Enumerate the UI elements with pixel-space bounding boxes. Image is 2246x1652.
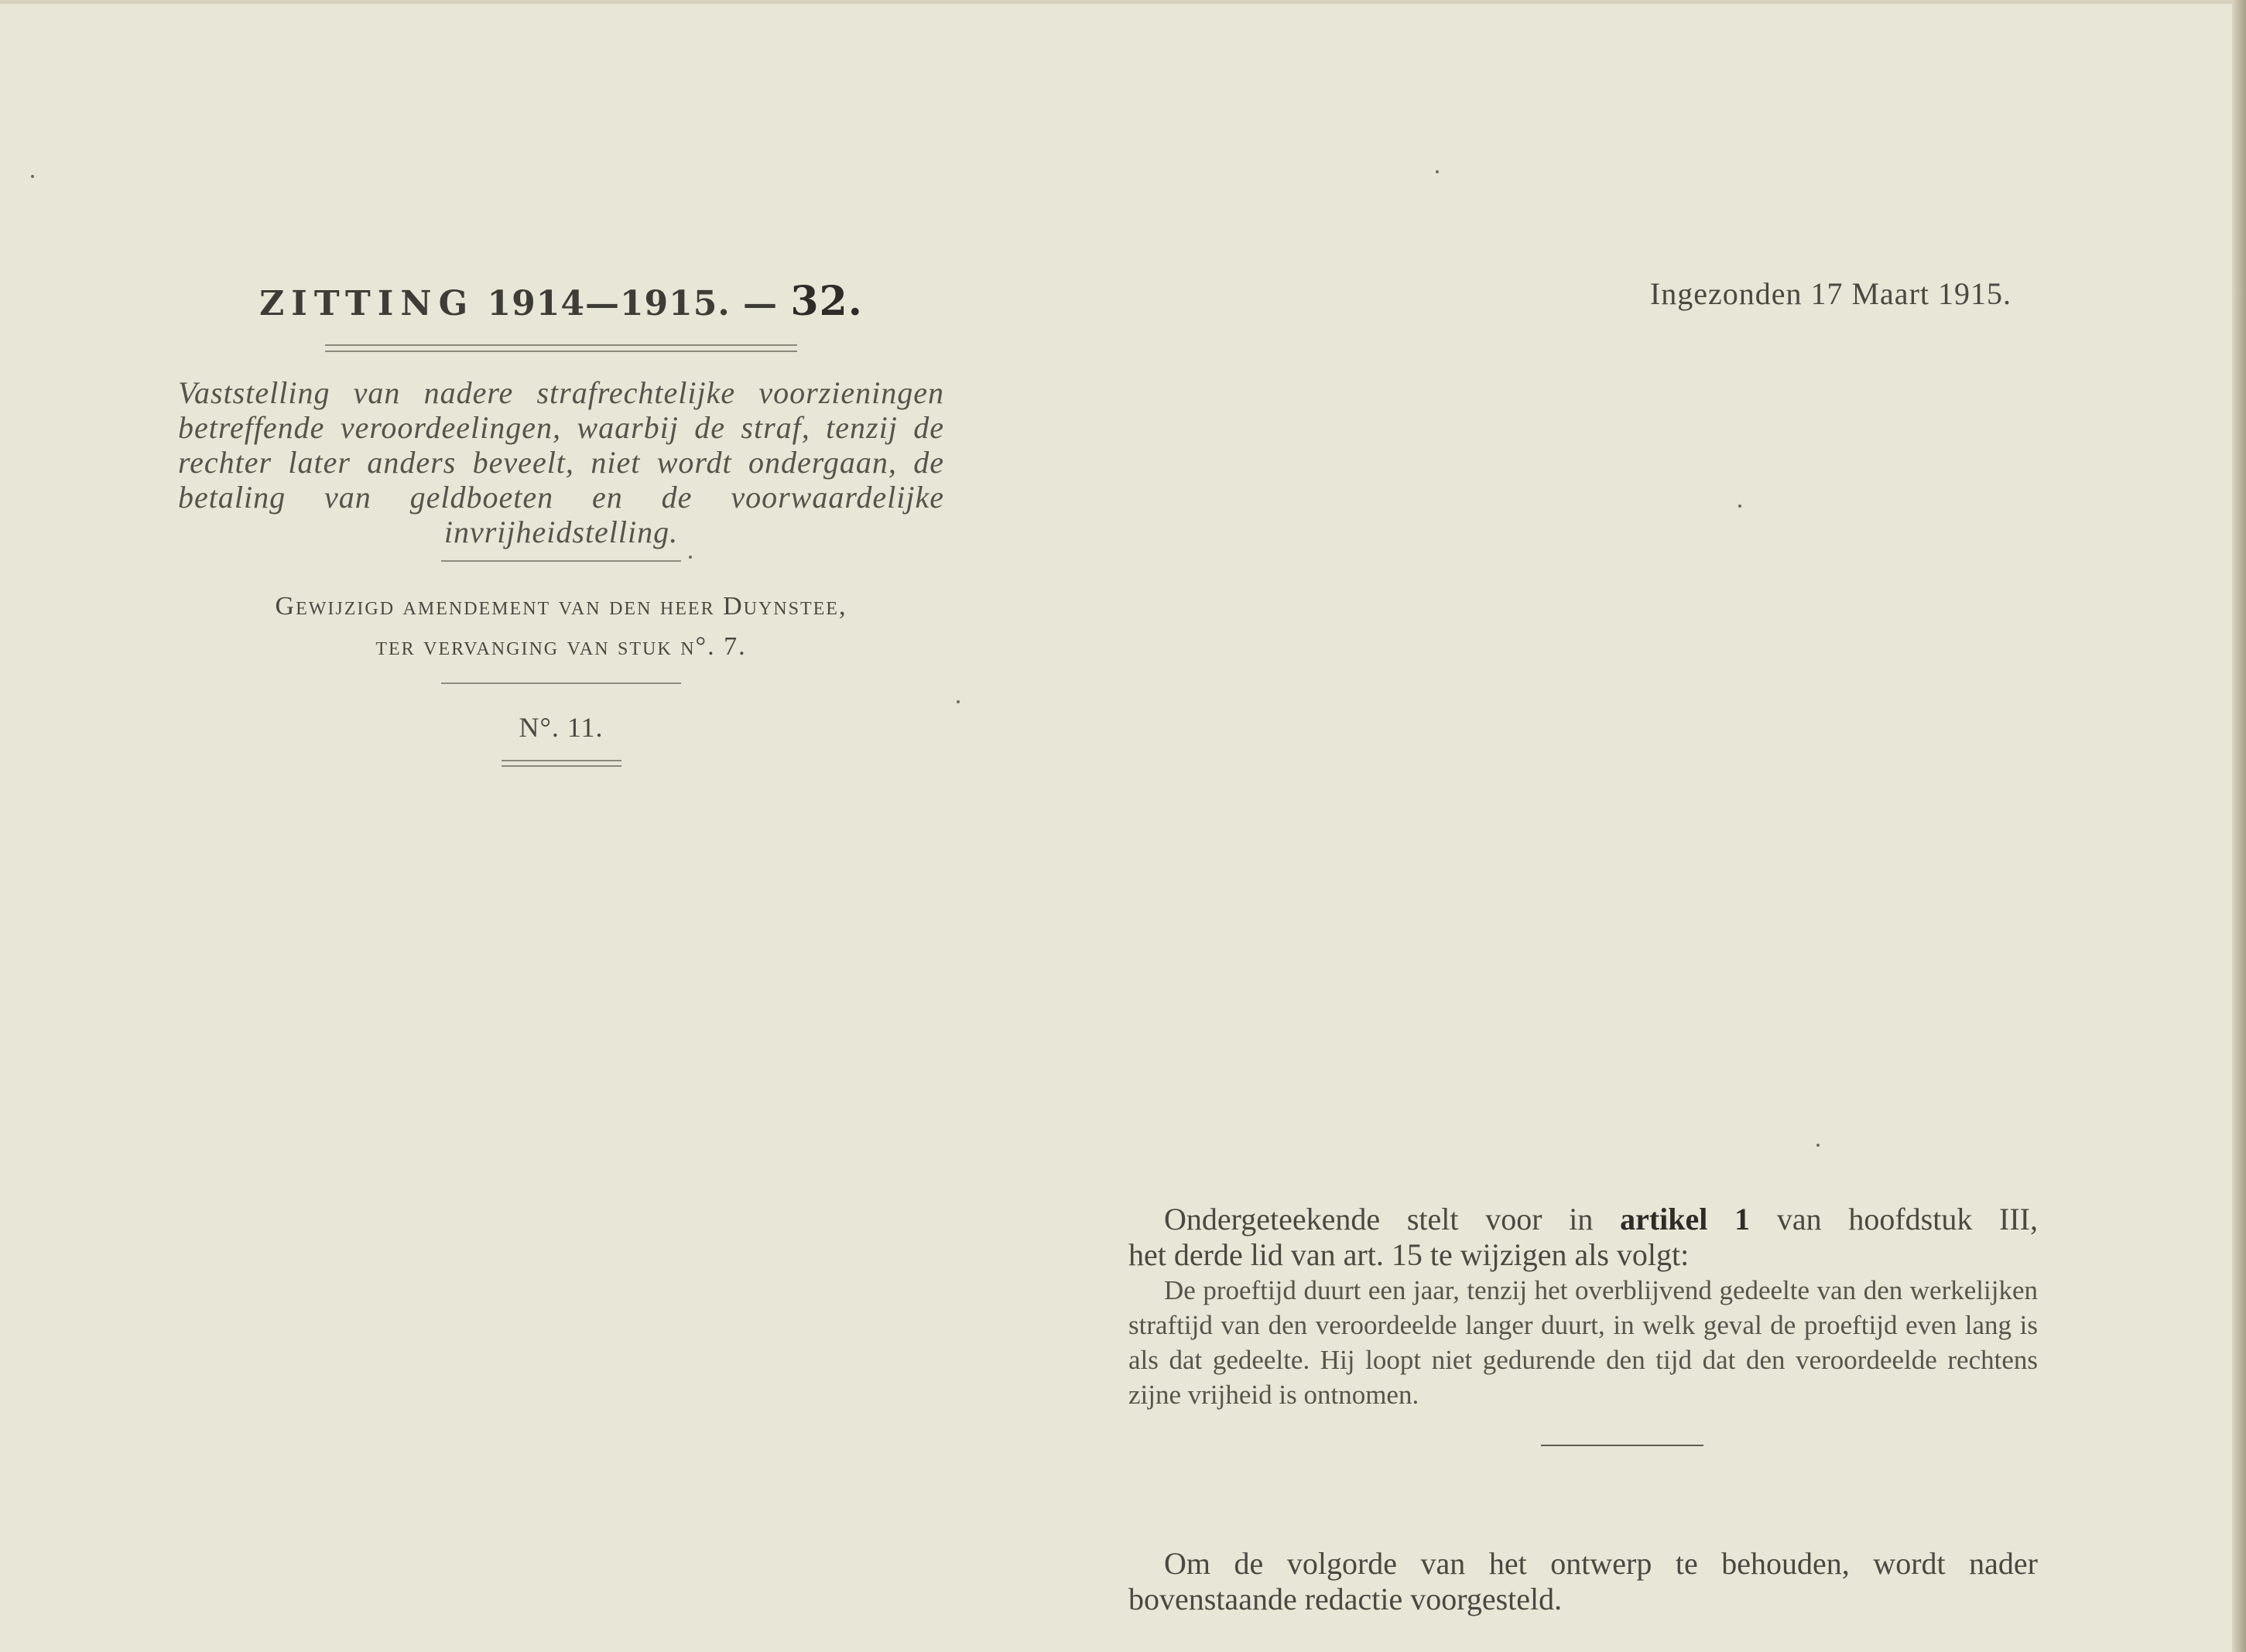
amendment-line-2: ter vervanging van stuk n°. 7. — [375, 632, 747, 661]
closing-paragraph: Om de volgorde van het ontwerp te behouden, wordt nader bovenstaande redactie voorgesteld. — [1128, 1546, 2038, 1616]
session-years: 1914—1915. — — [487, 284, 779, 323]
submission-date: Ingezonden 17 Maart 1915. — [1649, 276, 2011, 311]
intro-article: artikel 1 — [1620, 1202, 1751, 1236]
amended-text: De proeftijd duurt een jaar, tenzij het overblijvend gedeelte van den werkelijken straftijd van den veroordeelde langer duurt, in welk geval de proeftijd even lang is als dat gedeelte. Hij loopt niet gedurende den tijd dat den veroordeelde rechtens zijne vrijheid is ontnomen. — [1128, 1275, 2038, 1410]
heading-double-rule — [325, 344, 797, 352]
intro-line-2: het derde lid van art. 15 te wijzigen als volgt: — [1128, 1237, 1690, 1272]
document-number: 32. — [790, 278, 863, 325]
intro-post: van hoofdstuk III, — [1776, 1202, 2038, 1236]
left-column — [178, 271, 944, 767]
intro-pre: Ondergeteekende stelt voor in — [1164, 1202, 1594, 1236]
amendment-title — [178, 587, 944, 667]
intro-line-1 — [1128, 1202, 2038, 1237]
piece-number: N°. 11. — [519, 712, 604, 743]
page-right-edge — [2232, 0, 2246, 1652]
paper-speck — [1816, 1144, 1820, 1147]
amendment-line-1: Gewijzigd amendement van den heer Duynstee, — [275, 592, 847, 621]
page-top-edge — [0, 0, 2246, 4]
session-label: ZITTING — [259, 284, 475, 323]
bill-subject: Vaststelling van nadere strafrechtelijke voorzieningen betreffende veroordeelingen, waarbij de straf, tenzij de rechter later anders beveelt, niet wordt ondergaan, de betaling van geldboeten en de voorwaardelijke invrijheidstelling. — [178, 375, 944, 549]
right-column — [1128, 1202, 2038, 1616]
session-heading — [178, 271, 944, 335]
paper-speck — [31, 175, 34, 178]
amendment-rule — [441, 682, 681, 684]
subject-rule — [441, 560, 681, 562]
body-rule — [1541, 1445, 1703, 1446]
paper-speck — [689, 556, 692, 559]
paper-speck — [957, 700, 960, 703]
paper-speck — [1738, 504, 1741, 508]
paper-speck — [1436, 170, 1439, 173]
number-double-rule — [502, 760, 621, 767]
